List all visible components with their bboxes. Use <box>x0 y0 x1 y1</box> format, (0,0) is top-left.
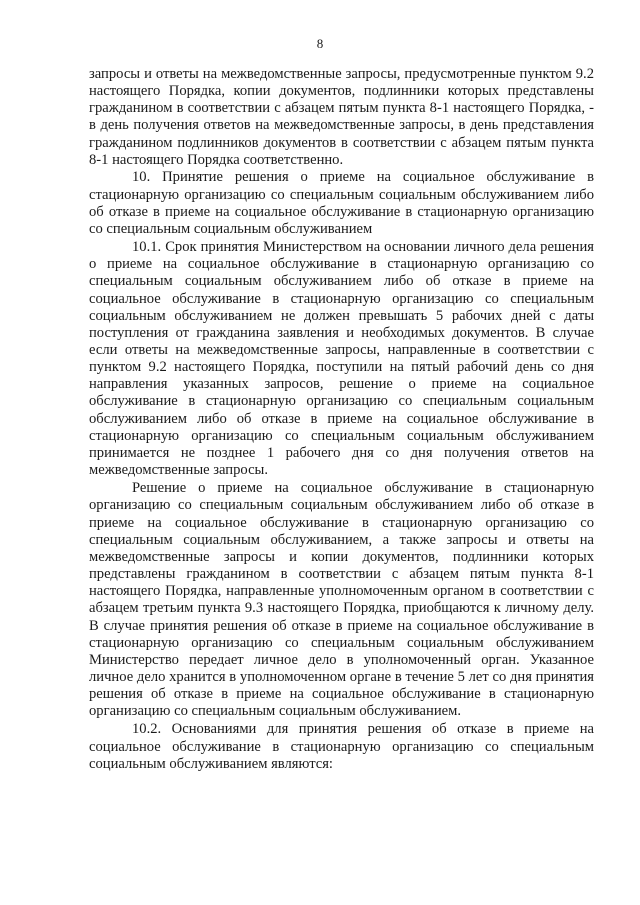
paragraph-decision: Решение о приеме на социальное обслуживание в стационарную организацию со специальным социальным обслуживанием либо об отказе в приеме на социальное обслуживание в стационарную организацию со специальным социальным обслуживанием, а также запросы и ответы на межведомственные запросы и копии документов, подлинники которых представлены гражданином в соответствии с абзацем пятым пункта 8-1 настоящего Порядка, направленные уполномоченным органом в соответствии с абзацем третьим пункта 9.3 настоящего Порядка, приобщаются к личному делу. В случае принятия решения об отказе в приеме на социальное обслуживание в стационарную организацию со специальным социальным обслуживанием Министерство передает личное дело в уполномоченный орган. Указанное личное дело хранится в уполномоченном органе в течение 5 лет со дня принятия решения об отказе в приеме на социальное обслуживание в стационарную организацию со специальным социальным обслуживанием. <box>89 480 594 720</box>
document-body <box>89 66 594 773</box>
page-number: 8 <box>316 36 324 51</box>
paragraph-10-1: 10.1. Срок принятия Министерством на основании личного дела решения о приеме на социальное обслуживание в стационарную организацию со специальным социальным обслуживанием либо об отказе в приеме на социальное обслуживание в стационарную организацию со специальным социальным обслуживанием не должен превышать 5 рабочих дней с даты поступления от гражданина заявления и необходимых документов. В случае если ответы на межведомственные запросы, направленные в соответствии с пунктом 9.2 настоящего Порядка, поступили на пятый рабочий день со дня направления указанных запросов, решение о приеме на социальное обслуживание в стационарную организацию со специальным социальным обслуживанием либо об отказе в приеме на социальное обслуживание в стационарную организацию со специальным социальным обслуживанием принимается не позднее 1 рабочего дня со дня получения ответов на межведомственные запросы. <box>89 239 594 479</box>
paragraph-section-10-heading: 10. Принятие решения о приеме на социальное обслуживание в стационарную организацию со специальным социальным обслуживанием либо об отказе в приеме на социальное обслуживание в стационарную организацию со специальным социальным обслуживанием <box>89 169 594 237</box>
paragraph-continuation: запросы и ответы на межведомственные запросы, предусмотренные пунктом 9.2 настоящего Порядка, копии документов, подлинники которых представлены гражданином в соответствии с абзацем пятым пункта 8-1 настоящего Порядка, - в день получения ответов на межведомственные запросы, в день представления гражданином подлинников документов в соответствии с абзацем пятым пункта 8-1 настоящего Порядка соответственно. <box>89 66 594 168</box>
paragraph-10-2: 10.2. Основаниями для принятия решения об отказе в приеме на социальное обслуживание в стационарную организацию со специальным социальным обслуживанием являются: <box>89 721 594 772</box>
